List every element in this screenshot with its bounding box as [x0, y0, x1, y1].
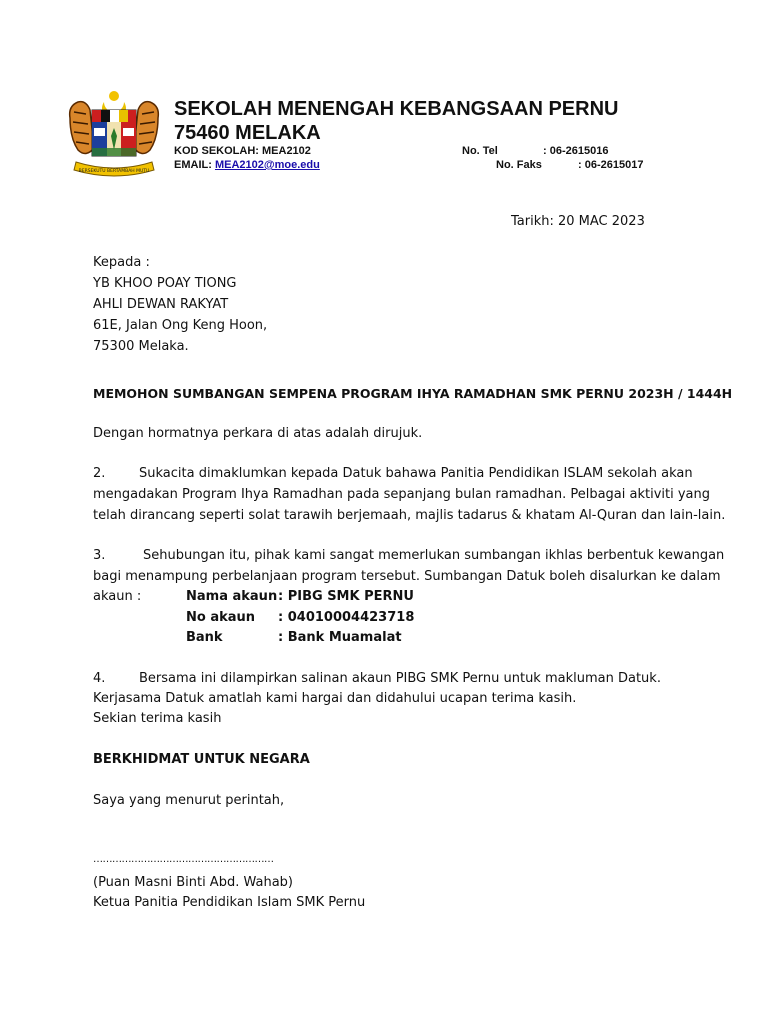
account-number-label: No akaun — [186, 610, 256, 625]
recipient-line: YB KHOO POAY TIONG — [93, 276, 237, 291]
signatory-name: (Puan Masni Binti Abd. Wahab) — [93, 875, 293, 890]
bank-value: : Bank Muamalat — [278, 630, 402, 645]
tel-label: No. Tel — [462, 145, 498, 157]
bank-label: Bank — [186, 630, 223, 645]
para2-line: mengadakan Program Ihya Ramadhan pada sepanjang bulan ramadhan. Pelbagai aktiviti yang — [93, 487, 711, 502]
para2-line: Sukacita dimaklumkan kepada Datuk bahawa Panitia Pendidikan ISLAM sekolah akan — [139, 466, 693, 481]
fax-value: : 06-2615017 — [578, 159, 644, 171]
email-label: EMAIL: — [174, 159, 215, 171]
school-email-line — [174, 159, 320, 171]
recipient-line: AHLI DEWAN RAKYAT — [93, 297, 229, 312]
malaysia-crest-logo — [64, 88, 164, 184]
para3-number: 3. — [93, 548, 106, 563]
motto: BERKHIDMAT UNTUK NEGARA — [93, 752, 310, 767]
signature-line: ………………………………………………… — [93, 854, 274, 865]
school-code: KOD SEKOLAH: MEA2102 — [174, 145, 311, 157]
recipient-line: 61E, Jalan Ong Keng Hoon, — [93, 318, 268, 333]
closing: Saya yang menurut perintah, — [93, 793, 285, 808]
para4-line: Kerjasama Datuk amatlah kami hargai dan didahului ucapan terima kasih. — [93, 691, 577, 706]
para4-line: Sekian terima kasih — [93, 711, 222, 726]
letter-subject: MEMOHON SUMBANGAN SEMPENA PROGRAM IHYA RAMADHAN SMK PERNU 2023H / 1444H — [93, 386, 733, 401]
account-name-value: : PIBG SMK PERNU — [278, 589, 414, 604]
para4-line: Bersama ini dilampirkan salinan akaun PIBG SMK Pernu untuk makluman Datuk. — [139, 671, 661, 686]
signatory-title: Ketua Panitia Pendidikan Islam SMK Pernu — [93, 895, 366, 910]
crest-motto: BERSEKUTU BERTAMBAH MUTU — [78, 169, 150, 174]
recipient-line: 75300 Melaka. — [93, 339, 189, 354]
tel-value: : 06-2615016 — [543, 145, 609, 157]
akaun-label: akaun : — [93, 589, 142, 604]
account-name-label: Nama akaun — [186, 589, 278, 604]
para3-line: bagi menampung perbelanjaan program tersebut. Sumbangan Datuk boleh disalurkan ke dalam — [93, 569, 721, 584]
para2-number: 2. — [93, 466, 106, 481]
school-name: SEKOLAH MENENGAH KEBANGSAAN PERNU — [174, 98, 619, 120]
para3-line: Sehubungan itu, pihak kami sangat memerlukan sumbangan ikhlas berbentuk kewangan — [143, 548, 725, 563]
salutation: Dengan hormatnya perkara di atas adalah dirujuk. — [93, 426, 423, 441]
para4-number: 4. — [93, 671, 106, 686]
account-number-value: : 04010004423718 — [278, 610, 415, 625]
recipient-to: Kepada : — [93, 255, 150, 270]
para2-line: telah dirancang seperti solat tarawih berjemaah, majlis tadarus & khatam Al-Quran dan lain-lain. — [93, 508, 726, 523]
email-link[interactable]: MEA2102@moe.edu — [214, 159, 320, 171]
school-postcode-city: 75460 MELAKA — [174, 122, 321, 144]
fax-label: No. Faks — [496, 159, 542, 171]
letter-date: Tarikh: 20 MAC 2023 — [511, 214, 645, 229]
